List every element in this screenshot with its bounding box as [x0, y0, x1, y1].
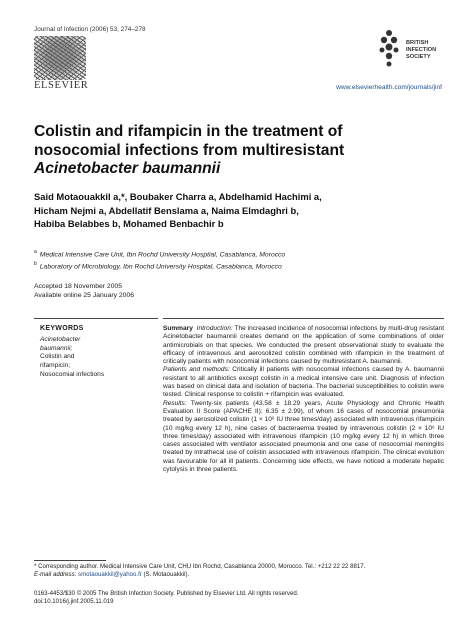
footnote-divider	[34, 560, 106, 561]
keywords-heading: KEYWORDS	[40, 325, 84, 332]
title-line-2: nosocomial infections from multiresistant	[34, 141, 345, 159]
abstract-methods	[163, 366, 444, 399]
online-date: Available online 25 January 2006	[34, 292, 135, 299]
authors-line-2: Hicham Nejmi a, Abdellatif Benslama a, Naima Elmdaghri b,	[34, 204, 299, 216]
intro-label: Introduction:	[196, 325, 233, 332]
affiliation-a	[34, 248, 444, 260]
article-dates	[34, 282, 134, 300]
affiliations	[34, 248, 444, 272]
abstract-intro	[163, 325, 444, 366]
accepted-date: Accepted 18 November 2005	[34, 283, 123, 290]
elsevier-tree-logo	[34, 36, 86, 80]
abstract-results	[163, 400, 444, 475]
keyword-item: rifampicin;	[40, 362, 71, 370]
footnote	[34, 563, 444, 579]
title-line-1: Colistin and rifampicin in the treatment of	[34, 123, 343, 140]
abstract-divider	[163, 318, 444, 319]
corresponding-author-note: * Corresponding author. Medical Intensive Care Unit, CHU Ibn Rochd, Casablanca 20000, Morocco. Tel.: +212 22 22 8817.	[34, 563, 366, 570]
results-text: Twenty-six patients (43.58 ± 18.29 years, Acute Physiology and Chronic Health Evaluation II Score (APACHE II): 6.35 ± 2.99), of whom 16 cases of nosocomial pneumonia treated by aerosolized colistin (1 × 10⁶ IU three times/day) associated with intravenous rifampicin (10 mg/kg every 12 h), nine cases of bacteraemia treated by intravenous colistin (2 × 10⁶ IU three times/day) associated with intravenous rifampicin (10 mg/kg every 12 h) in which three cases associated with ventilator associated pneumonia and one case of nosocomial meningitis treated by intrathecal use of colistin associated with intravenous rifampicin. The clinical evolution was favourable for all ill patients. Concerning side effects, we have noticed a moderate hepatic cytolysis in three patients.	[163, 399, 444, 474]
copyright-block	[34, 590, 298, 606]
affiliation-mark: b	[34, 260, 37, 267]
author-list	[34, 190, 444, 231]
methods-text: Critically ill patients with nosocomial infections caused by A. baumannii resistant to all antibiotics except colistin in a medical intensive care unit. Diagnosis of infection was based on clinical data and isolation of bacteria. The bacterial susceptibilities to colistin were tested. Clinical response to colistin + rifampicin was evaluated.	[163, 366, 444, 399]
abstract	[163, 325, 444, 474]
affiliation-text: Medical Intensive Care Unit, Ibn Rochd University Hosptial, Casablanca, Morocco	[39, 251, 286, 259]
society-line-2: INFECTION	[406, 47, 437, 53]
affiliation-text: Laboratory of Microbiology, Ibn Rochd University Hospital, Casablanca, Morocco	[39, 263, 282, 271]
methods-label: Patients and methods:	[163, 366, 230, 374]
copyright-line: 0163-4453/$30 © 2005 The British Infection Society. Published by Elsevier Ltd. All rights reserved.	[34, 590, 299, 597]
authors-line-3: Habiba Belabbes b, Mohamed Benbachir b	[34, 218, 224, 229]
doi-line: doi:10.1016/j.jinf.2005.11.019	[34, 598, 114, 605]
keyword-item: baumannii;	[40, 344, 73, 352]
email-row	[34, 571, 444, 579]
email-suffix: (S. Motaouakkil).	[143, 571, 190, 578]
society-line-1: BRITISH	[406, 40, 429, 46]
british-infection-society-logo	[374, 28, 454, 74]
results-label: Results:	[163, 399, 187, 407]
journal-url-link[interactable]: www.elsevierhealth.com/journals/jinf	[336, 84, 442, 91]
elsevier-logo-text: ELSEVIER	[34, 80, 89, 91]
keywords-box	[34, 318, 158, 497]
keywords-list	[40, 336, 104, 380]
keyword-item: Nosocomial infections	[40, 370, 105, 378]
society-line-3: SOCIETY	[406, 54, 431, 60]
society-crest-icon	[374, 28, 404, 72]
affiliation-b	[34, 260, 444, 272]
journal-citation: Journal of Infection (2006) 53, 274–278	[34, 26, 146, 33]
article-title	[34, 123, 444, 179]
intro-text: The increased incidence of nosocomial infections by multi-drug resistant Acinetobacter baumannii creates demand on the application of some combinations of older antimicrobials on that species. We conducted the present observational study to evaluate the efficacy of intravenous and aerosolized colistin combined with rifampicin in the treatment of critically patients with nosocomial infections caused by multiresistant A. baumannii.	[163, 325, 445, 366]
email-label: E-mail address:	[34, 571, 77, 578]
summary-label: Summary	[163, 325, 193, 332]
keyword-item: Acinetobacter	[40, 336, 81, 343]
title-line-3: Acinetobacter baumannii	[34, 160, 221, 177]
affiliation-mark: a	[34, 249, 37, 255]
keyword-item: Colistin and	[40, 353, 75, 361]
email-link[interactable]: smotaouakkil@yahoo.fr	[78, 571, 142, 578]
authors-line-1: Said Motaouakkil a,*, Boubaker Charra a, Abdelhamid Hachimi a,	[34, 191, 322, 202]
